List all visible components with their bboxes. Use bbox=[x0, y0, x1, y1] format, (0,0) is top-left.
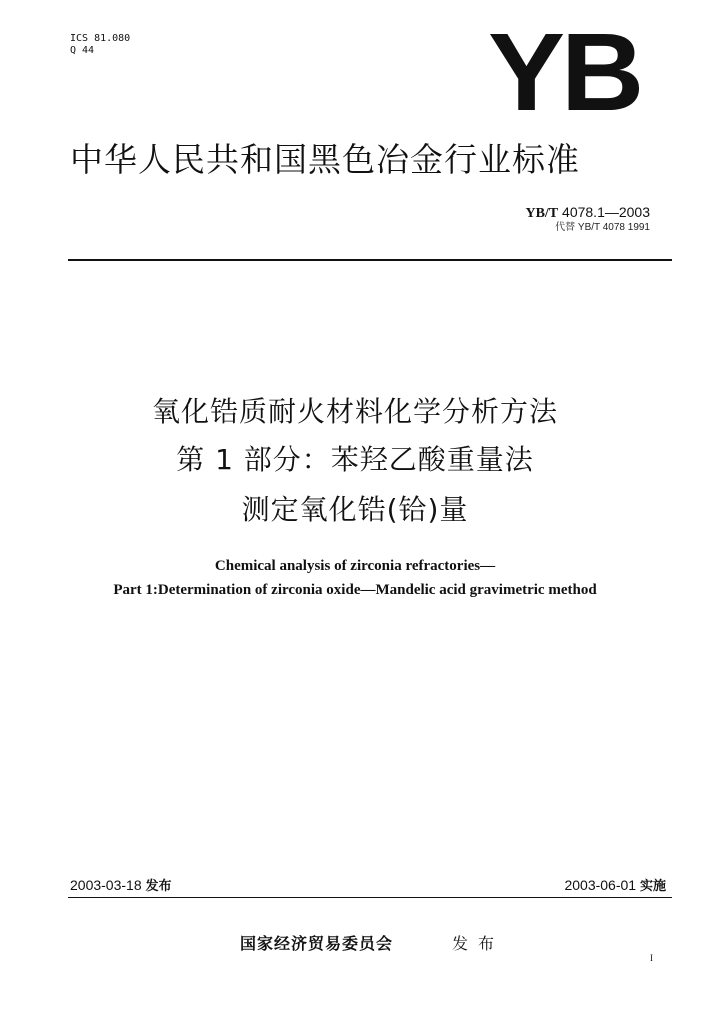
issue-date-label: 发布 bbox=[145, 879, 172, 894]
ccs-code: Q 44 bbox=[70, 45, 95, 56]
english-title-line-2: Part 1:Determination of zirconia oxide—Mandelic acid gravimetric method bbox=[113, 582, 597, 598]
classification-codes bbox=[70, 33, 130, 57]
issue-date bbox=[70, 877, 172, 895]
header-divider bbox=[68, 259, 672, 261]
replaces-note: 代替 YB/T 4078 1991 bbox=[555, 222, 650, 233]
chinese-title-line-1: 氧化锆质耐火材料化学分析方法 bbox=[151, 395, 558, 428]
issue-date-value: 2003-03-18 bbox=[70, 877, 142, 893]
ics-code: ICS 81.080 bbox=[70, 33, 131, 44]
yb-logo: YB bbox=[488, 11, 641, 134]
publisher-name: 国家经济贸易委员会 bbox=[240, 934, 394, 953]
implement-date-label: 实施 bbox=[639, 879, 666, 894]
date-divider bbox=[68, 897, 672, 898]
publish-verb: 发布 bbox=[452, 934, 505, 953]
english-title-line-1: Chemical analysis of zirconia refractories— bbox=[214, 558, 496, 574]
chinese-title-line-2: 第 1 部分：苯羟乙酸重量法 bbox=[176, 443, 534, 476]
standard-number bbox=[525, 204, 650, 222]
organization-title: 中华人民共和国黑色冶金行业标准 bbox=[70, 140, 580, 179]
implement-date bbox=[564, 877, 666, 895]
chinese-title-line-3: 测定氧化锆(铪)量 bbox=[241, 493, 469, 526]
page-number: I bbox=[650, 953, 653, 963]
standard-prefix: YB/T bbox=[525, 206, 559, 221]
standard-code: 4078.1—2003 bbox=[562, 204, 650, 220]
implement-date-value: 2003-06-01 bbox=[564, 877, 637, 893]
